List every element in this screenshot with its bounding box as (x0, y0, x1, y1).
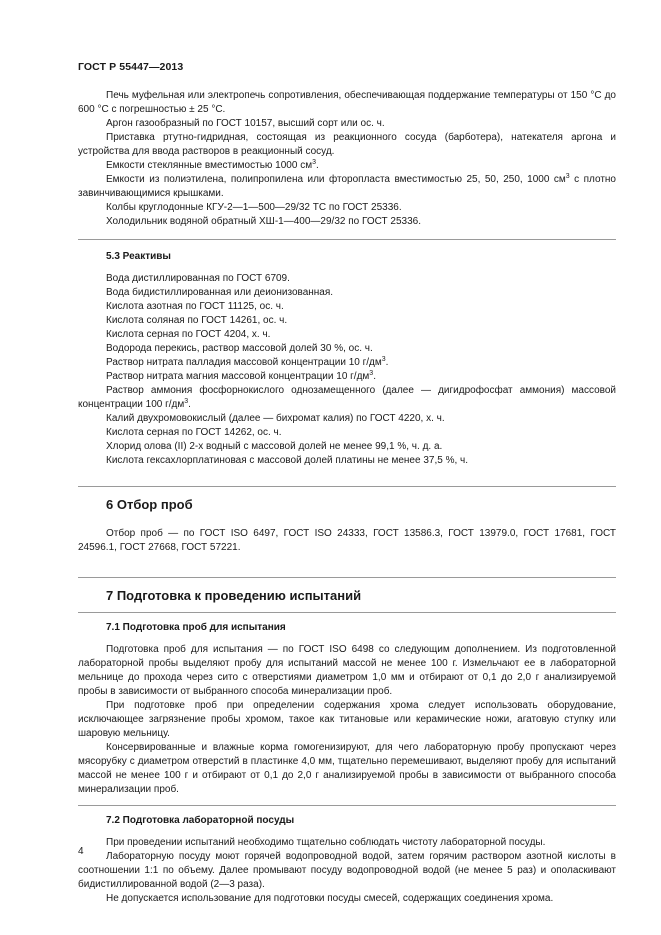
document-code-header: ГОСТ Р 55447—2013 (78, 61, 184, 73)
reagent-item: Раствор нитрата магния массовой концентрации 10 $г/дм^3$. (106, 370, 376, 382)
sample-prep-paragraph: Консервированные и влажные корма гомогенизируют, для чего лабораторную пробу пропускают через мясорубку с диаметром отверстий в пластинке 4,0 мм, тщательно перемешивают, выделяют пробу для испытаний массой не менее 100 г и отбирают от 0,1 до 2,0 г анализируемой пробы в зависимости от выбранного способа минерализации проб. (78, 742, 616, 795)
page-number: 4 (78, 846, 84, 857)
page-content (78, 89, 616, 906)
section-heading-sampling: 6 Отбор проб (106, 497, 193, 512)
sample-prep-paragraph: При подготовке проб при определении содержания хрома следует использовать оборудование, исключающее загрязнение пробы хромом, такое как титановые или керамические ножи, агатовую ступку или шаровую мельницу. (78, 700, 616, 739)
reagent-item: Кислота азотная по ГОСТ 11125, ос. ч. (106, 301, 284, 312)
reagent-item: Вода дистиллированная по ГОСТ 6709. (106, 273, 290, 284)
reagent-item: Водорода перекись, раствор массовой долей 30 %, ос. ч. (106, 343, 373, 354)
subsection-heading-labware-prep: 7.2 Подготовка лабораторной посуды (106, 815, 295, 826)
reagent-item: Вода бидистиллированная или деионизованная. (106, 287, 334, 298)
labware-prep-paragraph: Лабораторную посуду моют горячей водопроводной водой, затем горячим раствором азотной кислоты в соотношении 1:1 по объему. Далее промывают посуду водопроводной водой (не менее 5 раз) и ополаскивают бидистиллированной водой (2—3 раза). (78, 851, 616, 890)
reagent-item: Кислота серная по ГОСТ 14262, ос. ч. (106, 427, 282, 438)
subsection-heading-sample-prep: 7.1 Подготовка проб для испытания (106, 622, 286, 633)
reagent-item: Калий двухромовокислый (далее — бихромат калия) по ГОСТ 4220, х. ч. (106, 413, 445, 424)
reagent-item: Раствор аммония фосфорнокислого однозамещенного (далее — дигидрофосфат аммония) массовой концентрации 100 $г/дм^3$. (78, 385, 616, 410)
reagent-item: Кислота гексахлорплатиновая с массовой долей платины не менее 37,5 %, ч. (106, 455, 469, 466)
labware-prep-paragraph: Не допускается использование для подготовки посуды смесей, содержащих соединения хрома. (106, 893, 554, 904)
labware-prep-paragraph: При проведении испытаний необходимо тщательно соблюдать чистоту лабораторной посуды. (106, 837, 546, 848)
equipment-hydride-attachment: Приставка ртутно-гидридная, состоящая из реакционного сосуда (барботера), натекателя аргона и устройства для ввода растворов в реакционный сосуд. (78, 132, 616, 157)
reagent-item: Раствор нитрата палладия массовой концентрации 10 $г/дм^3$. (106, 356, 389, 368)
equipment-glass-containers: Емкости стеклянные вместимостью 1000 $см^3$. (106, 159, 319, 171)
equipment-plastic-containers: Емкости из полиэтилена, полипропилена или фторопласта вместимостью 25, 50, 250, 1000 $см^3$ с плотно завинчивающимися крышками. (78, 173, 616, 199)
subsection-heading-reagents: 5.3 Реактивы (106, 251, 171, 262)
section-heading-test-preparation: 7 Подготовка к проведению испытаний (106, 588, 362, 603)
sample-prep-paragraph: Подготовка проб для испытания — по ГОСТ ISO 6498 со следующим дополнением. Из подготовленной лабораторной пробы выделяют пробу для испытаний массой не менее 100 г. Измельчают ее в лабораторной мельнице до прохода через сито с отверстиями диаметром 1,0 мм и отбирают от 0,1 до 2,0 г анализируемой пробы в зависимости от выбранного способа минерализации проб. (78, 644, 616, 697)
sampling-paragraph: Отбор проб — по ГОСТ ISO 6497, ГОСТ ISO 24333, ГОСТ 13586.3, ГОСТ 13979.0, ГОСТ 17681, ГОСТ 24596.1, ГОСТ 27668, ГОСТ 57221. (78, 528, 616, 553)
reagent-item: Кислота серная по ГОСТ 4204, х. ч. (106, 329, 271, 340)
equipment-condenser: Холодильник водяной обратный ХШ-1—400—29/32 по ГОСТ 25336. (106, 216, 421, 227)
equipment-furnace: Печь муфельная или электропечь сопротивления, обеспечивающая поддержание температуры от 150 °С до 600 °С с погрешностью ± 25 °С. (78, 90, 616, 115)
reagent-item: Кислота соляная по ГОСТ 14261, ос. ч. (106, 315, 288, 326)
reagent-item: Хлорид олова (II) 2-х водный с массовой долей не менее 99,1 %, ч. д. а. (106, 441, 443, 452)
equipment-flasks: Колбы круглодонные КГУ-2—1—500—29/32 ТС по ГОСТ 25336. (106, 202, 402, 213)
equipment-argon: Аргон газообразный по ГОСТ 10157, высший сорт или ос. ч. (106, 118, 385, 129)
